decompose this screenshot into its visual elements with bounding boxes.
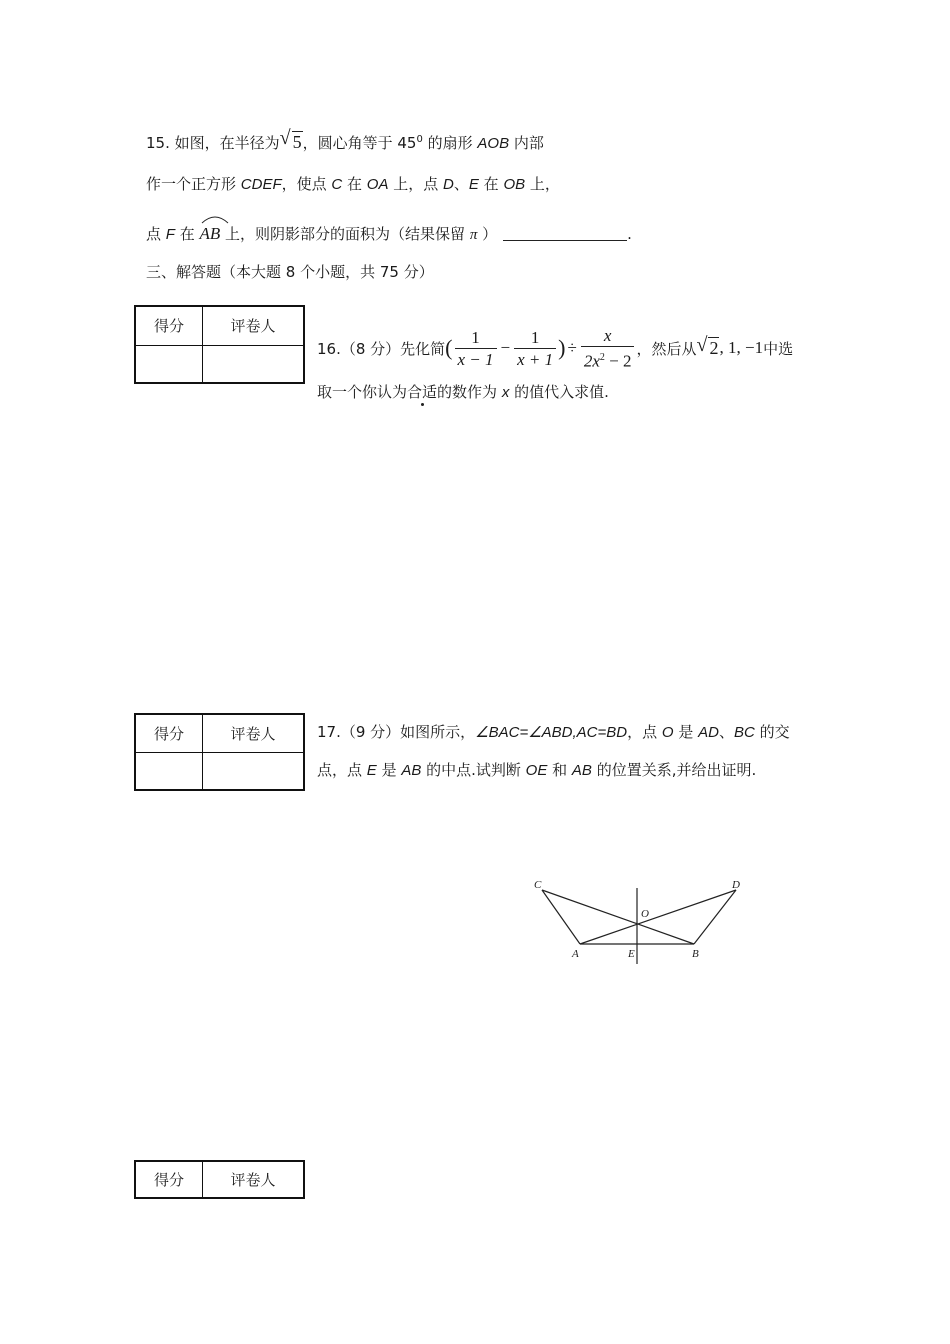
arc-mark-icon bbox=[200, 214, 230, 224]
q17-line-1: 17.（9 分）如图所示，∠BAC=∠ABD,AC=BD，点 O 是 AD、BC 的交 bbox=[317, 723, 790, 741]
score-table-2 bbox=[134, 713, 305, 791]
q16-line-2: 取一个你认为合适的数作为 x 的值代入求值. bbox=[317, 383, 609, 401]
label-d: D bbox=[732, 879, 740, 891]
segment-ac bbox=[542, 890, 580, 944]
sqrt-two: √ 2 bbox=[696, 333, 719, 358]
score-cell[interactable] bbox=[135, 345, 203, 383]
grader-cell[interactable] bbox=[203, 345, 305, 383]
label-c: C bbox=[534, 879, 542, 891]
label-b: B bbox=[692, 948, 699, 960]
label-o: O bbox=[641, 908, 649, 920]
score-header: 得分 bbox=[135, 714, 203, 752]
fraction-2: $\frac{1}{x + 1}$ bbox=[514, 328, 556, 369]
arc-ab: AB bbox=[200, 220, 221, 244]
fraction-3: $\frac{x}{2x^2 - 2}$ bbox=[581, 326, 635, 371]
score-table-1 bbox=[134, 305, 305, 384]
sqrt-five: √ 5 bbox=[279, 127, 302, 152]
q15-line-3: 点 F 在 AB 上，则阴影部分的面积为（结果保留 π ） . bbox=[146, 220, 632, 245]
segment-cb bbox=[542, 890, 694, 944]
score-table-3 bbox=[134, 1160, 305, 1199]
geometry-figure bbox=[520, 872, 760, 972]
grader-cell[interactable] bbox=[203, 752, 305, 790]
score-header: 得分 bbox=[135, 306, 203, 345]
label-a: A bbox=[572, 948, 579, 960]
q17-line-2: 点，点 E 是 AB 的中点.试判断 OE 和 AB 的位置关系,并给出证明. bbox=[317, 761, 757, 779]
q15-line-2: 作一个正方形 CDEF，使点 C 在 OA 上，点 D、E 在 OB 上， bbox=[146, 175, 560, 193]
segment-bd bbox=[694, 890, 736, 944]
score-header: 得分 bbox=[135, 1161, 203, 1198]
section-3-title: 三、解答题（本大题 8 个小题，共 75 分） bbox=[146, 263, 434, 281]
segment-ad bbox=[580, 890, 736, 944]
score-cell[interactable] bbox=[135, 752, 203, 790]
grader-header: 评卷人 bbox=[203, 306, 305, 345]
grader-header: 评卷人 bbox=[203, 714, 305, 752]
label-e: E bbox=[628, 948, 635, 960]
q15-line-1: 15. 如图，在半径为 √ 5，圆心角等于 $45^0$ 的扇形 AOB 内部 bbox=[146, 127, 544, 152]
q16-line-1: 16.（8 分）先化简 ( $\frac{1}{x - 1}$ − $\frac{1}{x + 1}$ ) ÷ $\frac{x}{2x^2 - 2}$ ，然后从 √ 2 , 1, −1 中选 bbox=[317, 326, 794, 371]
grader-header: 评卷人 bbox=[203, 1161, 305, 1198]
answer-blank[interactable] bbox=[503, 224, 627, 241]
fraction-1: $\frac{1}{x - 1}$ bbox=[455, 328, 497, 369]
